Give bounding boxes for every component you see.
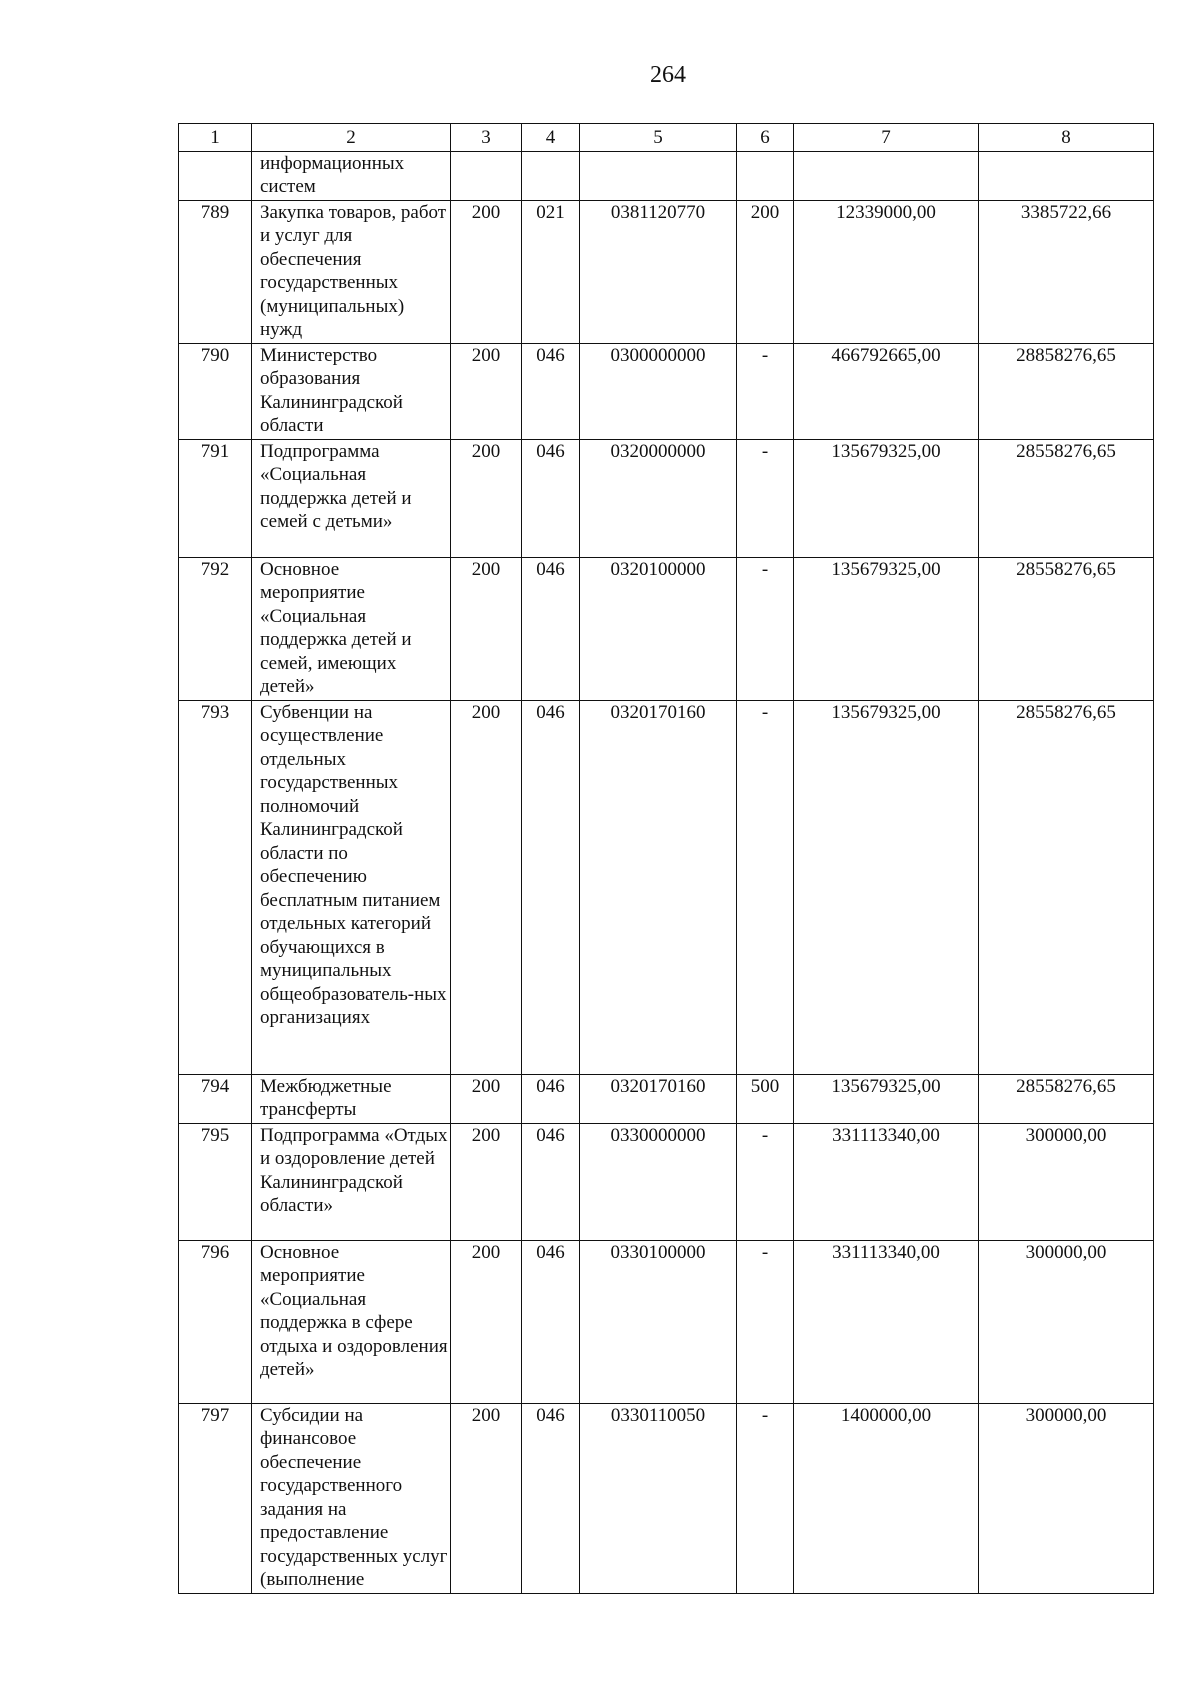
- cell-col4: 046: [522, 1240, 580, 1403]
- cell-col3: 200: [451, 700, 522, 1074]
- cell-col5: 0320100000: [580, 557, 737, 700]
- cell-col6: -: [737, 700, 794, 1074]
- cell-col7: 331113340,00: [794, 1123, 979, 1240]
- column-header: 2: [252, 124, 451, 152]
- cell-col7: 1400000,00: [794, 1403, 979, 1593]
- cell-col8: 28858276,65: [979, 343, 1154, 439]
- row-name: Субсидии на финансовое обеспечение государственного задания на предоставление государственных услуг (выполнение: [252, 1403, 451, 1593]
- column-header: 8: [979, 124, 1154, 152]
- row-number: 791: [179, 439, 252, 557]
- table-row: [179, 1403, 1154, 1593]
- cell-col3: 200: [451, 343, 522, 439]
- cell-col4: 046: [522, 1074, 580, 1123]
- cell-col5: 0320170160: [580, 1074, 737, 1123]
- table-row: [179, 1074, 1154, 1123]
- column-header: 6: [737, 124, 794, 152]
- cell-col3: 200: [451, 1074, 522, 1123]
- cell-col3: 200: [451, 557, 522, 700]
- table-row: [179, 439, 1154, 557]
- cell-col6: [737, 151, 794, 200]
- cell-col3: 200: [451, 200, 522, 343]
- cell-col3: 200: [451, 1240, 522, 1403]
- cell-col5: 0320170160: [580, 700, 737, 1074]
- table-row: [179, 557, 1154, 700]
- cell-col7: 135679325,00: [794, 557, 979, 700]
- cell-col5: 0330100000: [580, 1240, 737, 1403]
- cell-col7: 331113340,00: [794, 1240, 979, 1403]
- cell-col8: 28558276,65: [979, 700, 1154, 1074]
- cell-col4: 046: [522, 1123, 580, 1240]
- cell-col6: 200: [737, 200, 794, 343]
- cell-col7: 12339000,00: [794, 200, 979, 343]
- cell-col3: 200: [451, 439, 522, 557]
- column-header: 4: [522, 124, 580, 152]
- row-number: 795: [179, 1123, 252, 1240]
- header-row: [179, 124, 1154, 152]
- column-header: 7: [794, 124, 979, 152]
- cell-col7: 466792665,00: [794, 343, 979, 439]
- table-row: [179, 1123, 1154, 1240]
- row-name: Субвенции на осуществление отдельных государственных полномочий Калининградской области по обеспечению бесплатным питанием отдельных категорий обучающихся в муниципальных общеобразователь-ных организациях: [252, 700, 451, 1074]
- cell-col8: 300000,00: [979, 1123, 1154, 1240]
- cell-col4: 046: [522, 1403, 580, 1593]
- cell-col8: 28558276,65: [979, 1074, 1154, 1123]
- cell-col4: 046: [522, 557, 580, 700]
- cell-col4: 046: [522, 343, 580, 439]
- cell-col3: [451, 151, 522, 200]
- row-name: Министерство образования Калининградской области: [252, 343, 451, 439]
- cell-col3: 200: [451, 1123, 522, 1240]
- cell-col4: 046: [522, 700, 580, 1074]
- cell-col5: 0381120770: [580, 200, 737, 343]
- cell-col7: 135679325,00: [794, 439, 979, 557]
- row-number: 790: [179, 343, 252, 439]
- column-header: 5: [580, 124, 737, 152]
- table-row: [179, 200, 1154, 343]
- row-name: Основное мероприятие «Социальная поддержка детей и семей, имеющих детей»: [252, 557, 451, 700]
- row-name: Подпрограмма «Социальная поддержка детей и семей с детьми»: [252, 439, 451, 557]
- column-header: 1: [179, 124, 252, 152]
- row-number: [179, 151, 252, 200]
- cell-col8: 28558276,65: [979, 439, 1154, 557]
- cell-col5: 0330000000: [580, 1123, 737, 1240]
- cell-col6: -: [737, 439, 794, 557]
- cell-col5: 0330110050: [580, 1403, 737, 1593]
- cell-col6: -: [737, 343, 794, 439]
- row-name: Межбюджетные трансферты: [252, 1074, 451, 1123]
- row-number: 794: [179, 1074, 252, 1123]
- cell-col7: 135679325,00: [794, 1074, 979, 1123]
- cell-col8: 300000,00: [979, 1403, 1154, 1593]
- cell-col8: 300000,00: [979, 1240, 1154, 1403]
- cell-col5: 0320000000: [580, 439, 737, 557]
- cell-col8: 28558276,65: [979, 557, 1154, 700]
- cell-col7: [794, 151, 979, 200]
- column-header: 3: [451, 124, 522, 152]
- cell-col4: 021: [522, 200, 580, 343]
- cell-col6: -: [737, 1123, 794, 1240]
- cell-col8: 3385722,66: [979, 200, 1154, 343]
- budget-table: [178, 123, 1154, 1594]
- cell-col8: [979, 151, 1154, 200]
- row-name: Основное мероприятие «Социальная поддержка в сфере отдыха и оздоровления детей»: [252, 1240, 451, 1403]
- cell-col4: 046: [522, 439, 580, 557]
- cell-col6: -: [737, 1240, 794, 1403]
- cell-col5: 0300000000: [580, 343, 737, 439]
- row-name: информационных систем: [252, 151, 451, 200]
- table-row: [179, 1240, 1154, 1403]
- row-number: 796: [179, 1240, 252, 1403]
- cell-col5: [580, 151, 737, 200]
- row-number: 792: [179, 557, 252, 700]
- table-row: [179, 700, 1154, 1074]
- table-row: [179, 151, 1154, 200]
- cell-col6: -: [737, 1403, 794, 1593]
- cell-col6: 500: [737, 1074, 794, 1123]
- row-number: 797: [179, 1403, 252, 1593]
- cell-col3: 200: [451, 1403, 522, 1593]
- cell-col4: [522, 151, 580, 200]
- page-number: 264: [650, 62, 686, 88]
- row-name: Подпрограмма «Отдых и оздоровление детей Калининградской области»: [252, 1123, 451, 1240]
- row-number: 793: [179, 700, 252, 1074]
- cell-col6: -: [737, 557, 794, 700]
- table-row: [179, 343, 1154, 439]
- cell-col7: 135679325,00: [794, 700, 979, 1074]
- row-name: Закупка товаров, работ и услуг для обеспечения государственных (муниципальных) нужд: [252, 200, 451, 343]
- row-number: 789: [179, 200, 252, 343]
